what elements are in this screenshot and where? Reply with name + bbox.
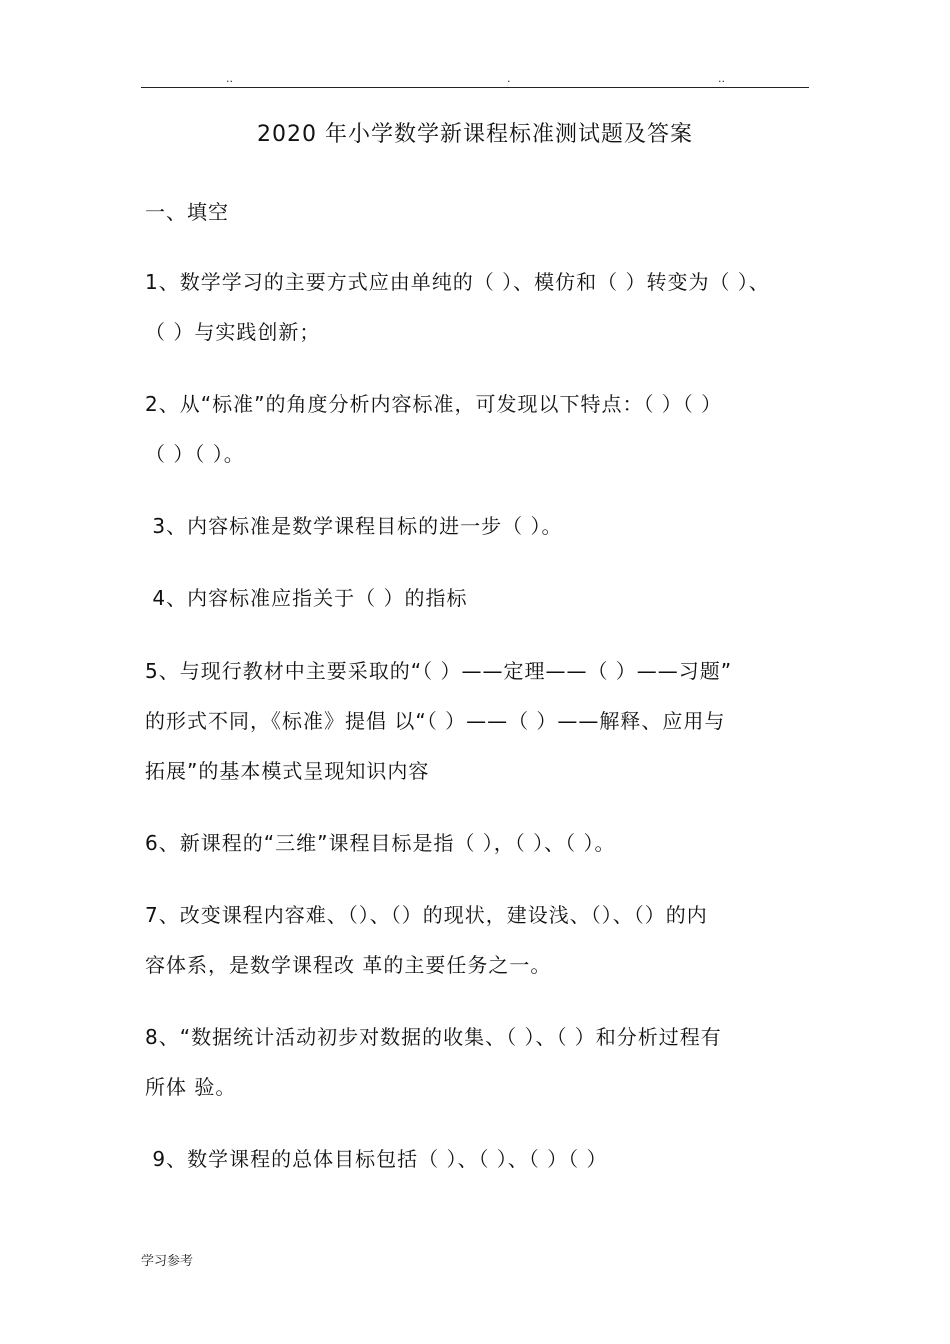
section-heading: 一、填空 bbox=[145, 200, 229, 224]
question-line: 的形式不同，《标准》提倡 以“（ ）——（ ）——解释、应用与 bbox=[145, 709, 726, 733]
question-line: 8、“数据统计活动初步对数据的收集、（ ）、（ ）和分析过程有 bbox=[145, 1025, 722, 1049]
question-line: 3、内容标准是数学课程目标的进一步（ ）。 bbox=[145, 514, 563, 538]
question-line: （ ）（ ）。 bbox=[145, 442, 245, 466]
question-line: 6、新课程的“三维”课程目标是指（ ），（ ）、（ ）。 bbox=[145, 831, 616, 855]
question-line: 4、内容标准应指关于（ ）的指标 bbox=[145, 586, 468, 610]
header-mark-right: .. bbox=[718, 72, 725, 85]
question-line: （ ）与实践创新； bbox=[145, 320, 321, 344]
footer-label: 学习参考 bbox=[141, 1254, 194, 1269]
question-line: 7、改变课程内容难、（）、（）的现状，建设浅、（）、（）的内 bbox=[145, 903, 708, 927]
question-line: 9、数学课程的总体目标包括（ ）、（ ）、（ ）（ ） bbox=[145, 1147, 608, 1171]
header-rule bbox=[141, 87, 809, 88]
question-line: 5、与现行教材中主要采取的“（ ）——定理——（ ）——习题” bbox=[145, 659, 733, 683]
document-title: 2020 年小学数学新课程标准测试题及答案 bbox=[257, 122, 693, 147]
question-line: 2、从“标准”的角度分析内容标准，可发现以下特点：（ ）（ ） bbox=[145, 392, 723, 416]
header-mark-center: . bbox=[507, 72, 511, 85]
header-mark-left: .. bbox=[226, 72, 233, 85]
question-line: 1、数学学习的主要方式应由单纯的（ ）、模仿和（ ）转变为（ ）、 bbox=[145, 270, 770, 294]
question-line: 拓展”的基本模式呈现知识内容 bbox=[145, 759, 430, 783]
question-line: 容体系，是数学课程改 革的主要任务之一。 bbox=[145, 953, 552, 977]
question-line: 所体 验。 bbox=[145, 1075, 237, 1099]
